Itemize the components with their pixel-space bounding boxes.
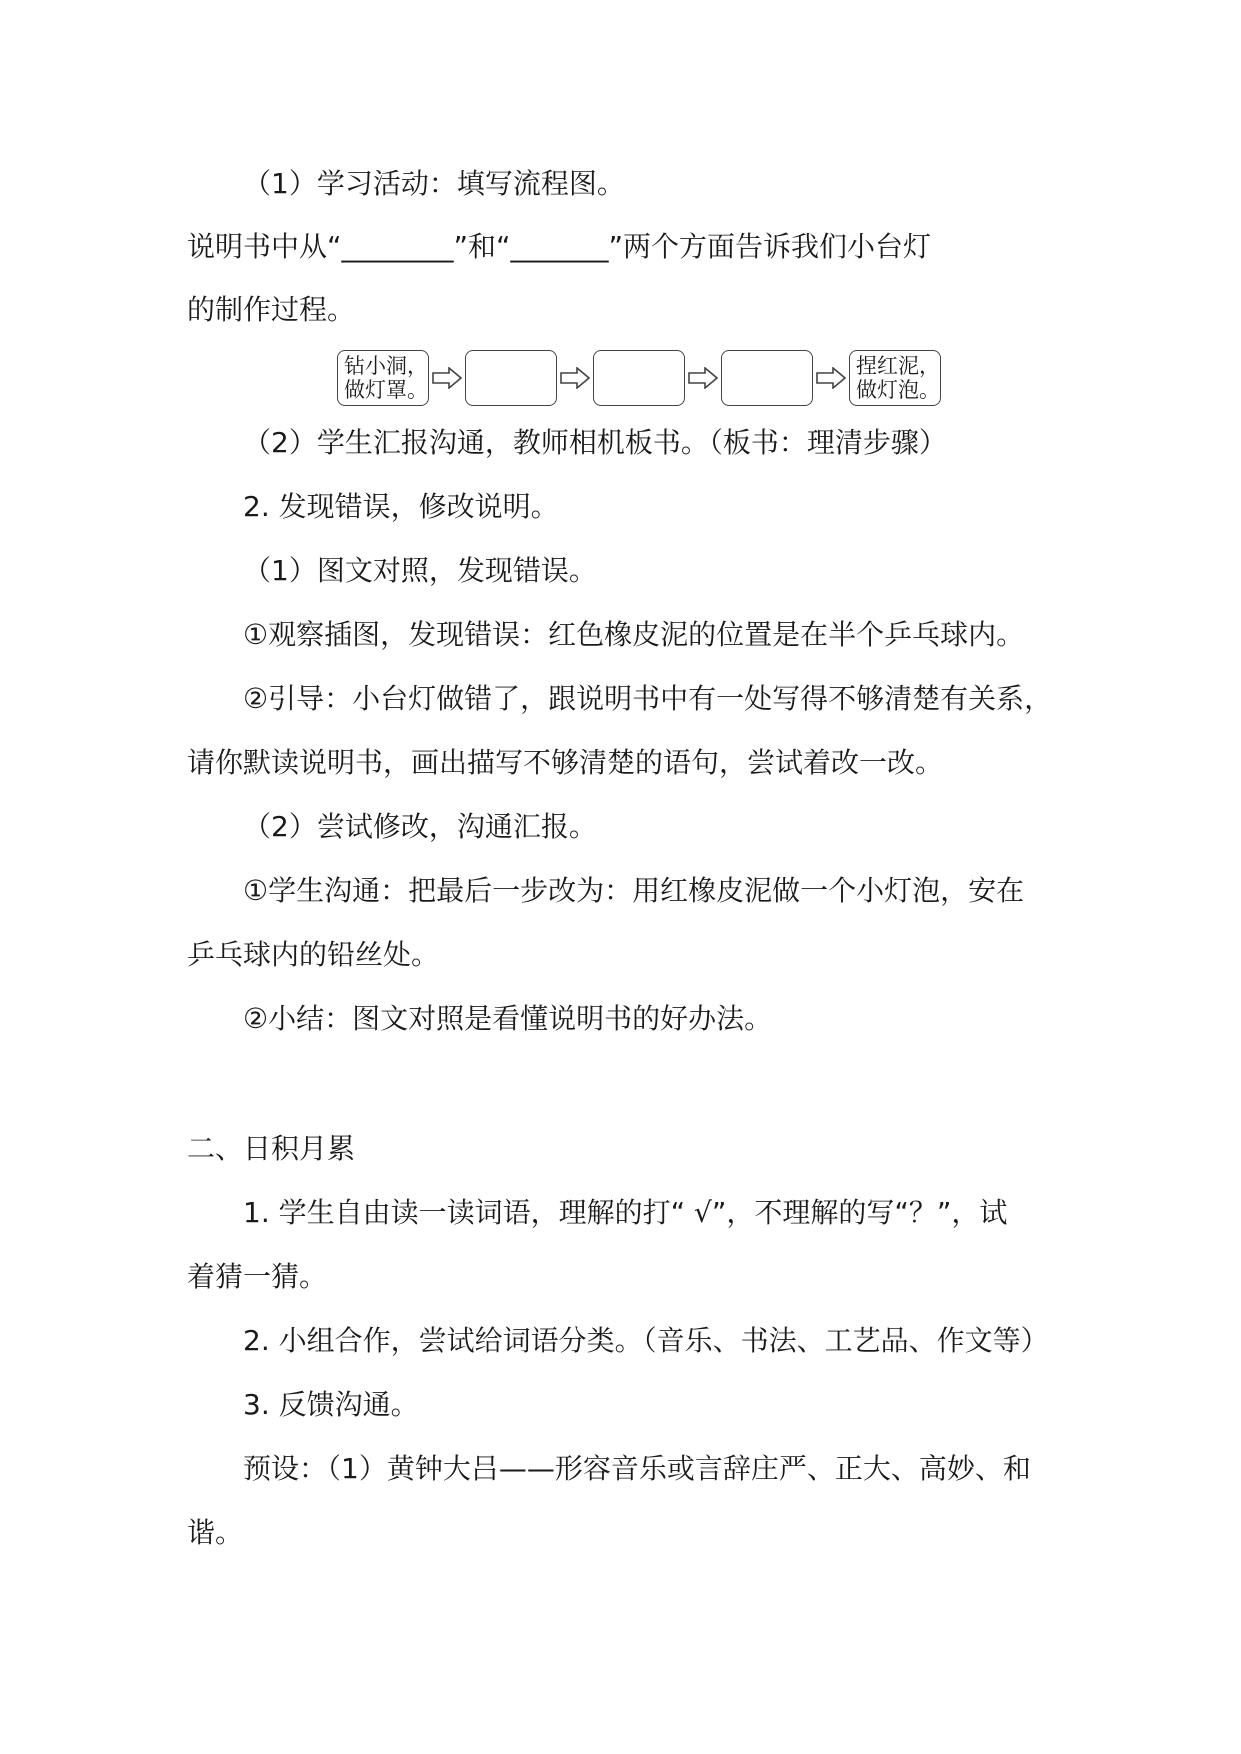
preset-paragraph: 预设：（1）黄钟大吕——形容音乐或言辞庄严、正大、高妙、和 (243, 1452, 1031, 1485)
flow-arrow-icon (432, 367, 462, 389)
flow-step-last-line2: 做灯泡。 (856, 378, 940, 402)
section-2-heading: 二、日积月累 (187, 1132, 356, 1165)
student-paragraph: ①学生沟通：把最后一步改为：用红橡皮泥做一个小灯泡，安在 (243, 874, 1025, 907)
summary-paragraph: ②小结：图文对照是看懂说明书的好办法。 (243, 1002, 773, 1035)
flow-step-blank-2[interactable] (593, 350, 685, 406)
flow-step-blank-3[interactable] (721, 350, 813, 406)
flow-step-first-line1: 钻小洞， (344, 354, 428, 378)
flow-step-first (337, 350, 429, 406)
read-words-paragraph-cont: 着猜一猜。 (187, 1260, 328, 1293)
preset-paragraph-cont: 谐。 (187, 1516, 244, 1549)
flow-step-last (849, 350, 941, 406)
fill-blank-sentence: 说明书中从“________”和“_______”两个方面告诉我们小台灯 (187, 230, 932, 263)
fill-blank-sentence-cont: 的制作过程。 (187, 293, 356, 326)
step-2-heading: 2. 发现错误，修改说明。 (243, 490, 559, 523)
sub-heading-revise: （2）尝试修改，沟通汇报。 (243, 810, 597, 843)
activity-heading: （1）学习活动：填写流程图。 (243, 167, 625, 200)
read-words-paragraph: 1. 学生自由读一读词语，理解的打“ √”，不理解的写“？”，试 (243, 1196, 1008, 1229)
report-paragraph: （2）学生汇报沟通，教师相机板书。（板书：理清步骤） (243, 426, 947, 459)
flow-arrow-icon (688, 367, 718, 389)
flow-arrow-icon (816, 367, 846, 389)
flow-step-first-line2: 做灯罩。 (344, 378, 428, 402)
sub-heading-compare: （1）图文对照，发现错误。 (243, 554, 597, 587)
guide-paragraph-cont: 请你默读说明书，画出描写不够清楚的语句，尝试着改一改。 (187, 746, 944, 779)
flow-step-last-line1: 捏红泥， (856, 354, 940, 378)
group-work-paragraph: 2. 小组合作，尝试给词语分类。（音乐、书法、工艺品、作文等） (243, 1324, 1049, 1357)
flow-arrow-icon (560, 367, 590, 389)
observe-paragraph: ①观察插图，发现错误：红色橡皮泥的位置是在半个乒乓球内。 (243, 618, 1025, 651)
flow-step-blank-1[interactable] (465, 350, 557, 406)
student-paragraph-cont: 乒乓球内的铅丝处。 (187, 938, 440, 971)
guide-paragraph: ②引导：小台灯做错了，跟说明书中有一处写得不够清楚有关系， (243, 682, 1053, 715)
feedback-paragraph: 3. 反馈沟通。 (243, 1388, 419, 1421)
